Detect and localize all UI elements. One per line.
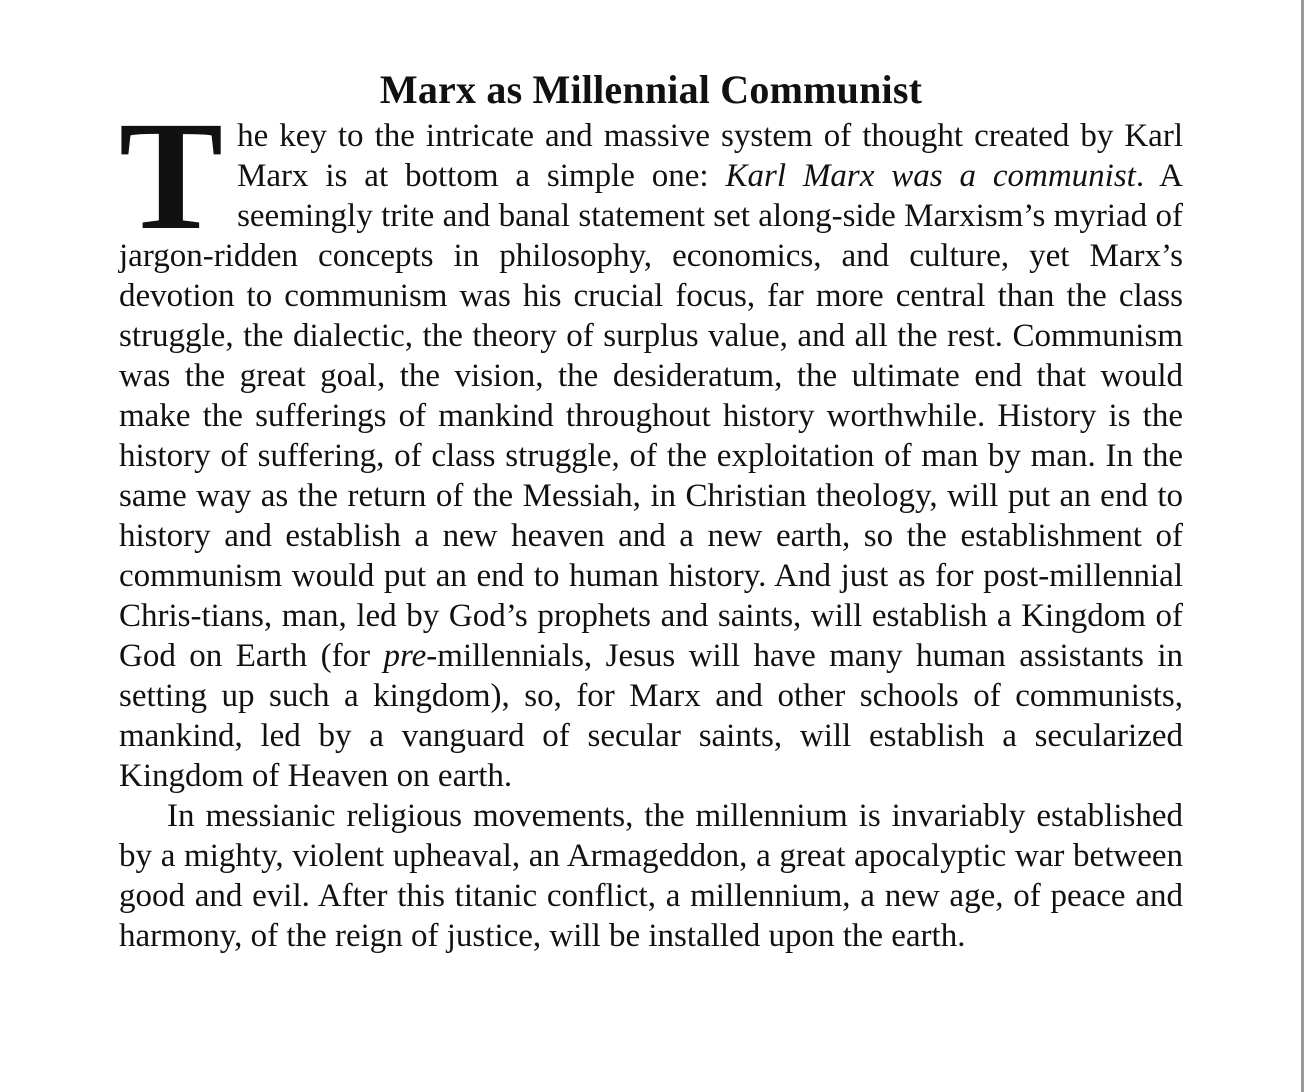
paragraph-1-text-c: -millennials, Jesus will have many human assistants in setting up such a kingdom), so, for Marx and other schools of communists, mankind, led by a vanguard of secular saints, will establish a secularized Kingdom of Heaven on earth. [119,638,1183,794]
section-title: Marx as Millennial Communist [379,67,923,112]
paragraph-1-text-a: he key to the intricate and massive system of thought created by Karl Marx is at bottom a simple one: [237,118,1183,194]
document-page [119,68,1183,956]
drop-cap: T [119,89,224,262]
paragraph-2: In messianic religious movements, the millennium is invariably established by a mighty, violent upheaval, an Armageddon, a great apocalyptic war between good and evil. After this titanic conflict, a millennium, a new age, of peace and harmony, of the reign of justice, will be installed upon the earth. [119,798,1183,954]
paragraph-1-italic-b: pre [383,638,427,674]
paragraph-1-text-b: . A seemingly trite and banal statement set along-side Marxism’s myriad of jargon-ridden concepts in philosophy, economics, and culture, yet Marx’s devotion to communism was his crucial focus, far more central than the class struggle, the dialectic, the theory of surplus value, and all the rest. Communism was the great goal, the vision, the desideratum, the ultimate end that would make the sufferings of mankind throughout history worthwhile. History is the history of suffering, of class struggle, of the exploitation of man by man. In the same way as the return of the Messiah, in Christian theology, will put an end to history and establish a new heaven and a new earth, so the establishment of communism would put an end to human history. And just as for post-millennial Chris-tians, man, led by God’s prophets and saints, will establish a Kingdom of God on Earth (for [119,158,1183,674]
paragraph-1-italic-a: Karl Marx was a communist [725,158,1136,194]
